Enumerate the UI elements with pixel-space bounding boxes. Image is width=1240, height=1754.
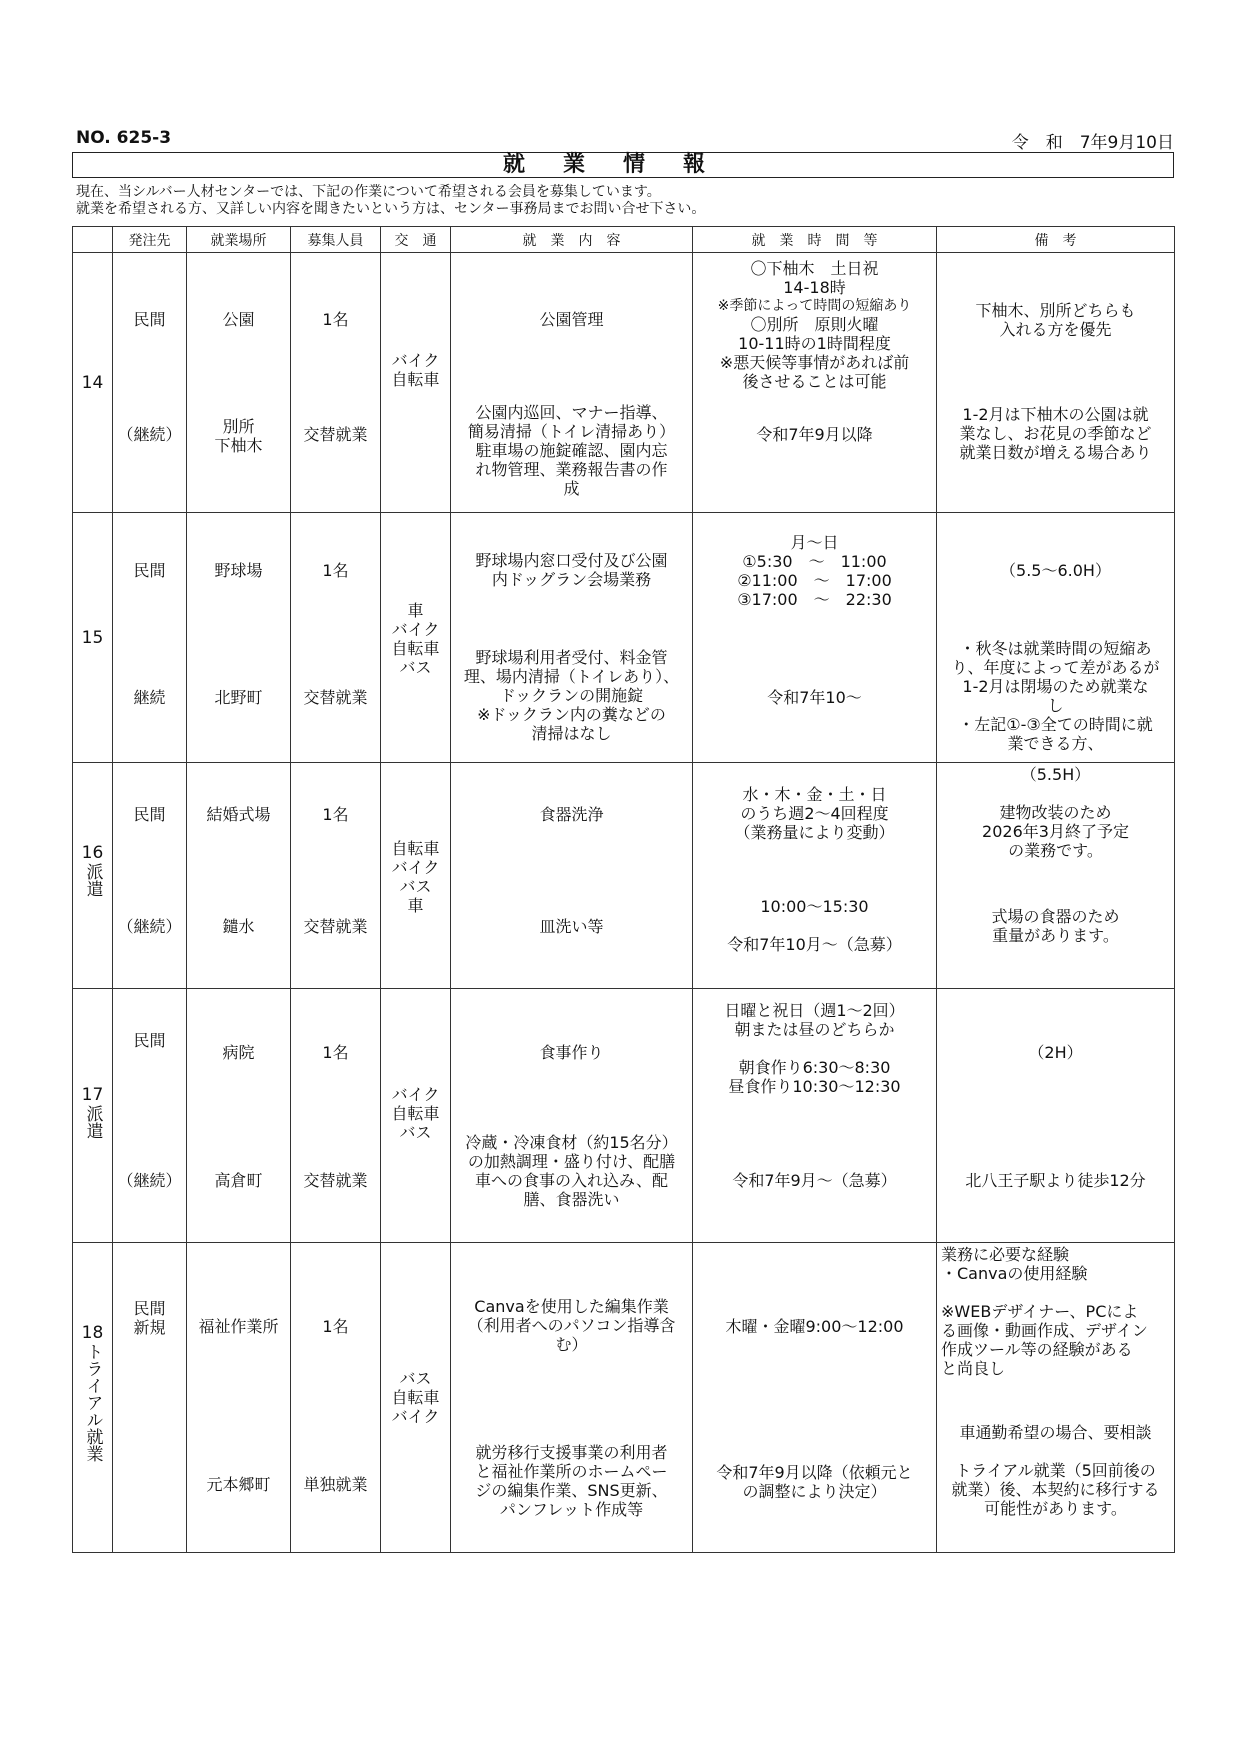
- row-no-cell: [73, 989, 113, 1243]
- transport-cell: [381, 253, 451, 513]
- headcount: 1名: [322, 310, 349, 329]
- transport-cell: [381, 513, 451, 763]
- job-cell: [451, 1243, 693, 1553]
- time-cell: [693, 253, 937, 513]
- time-start: 令和7年10月～（急募）: [727, 935, 902, 954]
- time-schedule: 〇下柚木 土日祝 14-18時: [750, 259, 879, 297]
- intro-line-1: 現在、当シルバー人材センターでは、下記の作業について希望される会員を募集しています。: [76, 184, 661, 200]
- transport-cell: [381, 763, 451, 989]
- place-type: 公園: [222, 310, 255, 329]
- note-cell: [937, 513, 1175, 763]
- note-cell: [937, 1243, 1175, 1553]
- note-cell: [937, 763, 1175, 989]
- job-cell: [451, 253, 693, 513]
- count-cell: [291, 513, 381, 763]
- client-status: 継続: [133, 688, 166, 707]
- time-cell: [693, 513, 937, 763]
- client-cell: [113, 253, 187, 513]
- transport-options: バイク 自転車 バス: [391, 1085, 440, 1142]
- table-row: [73, 989, 1175, 1243]
- job-title: 野球場内窓口受付及び公園 内ドッグラン会場業務: [475, 551, 668, 589]
- client-status: （継続）: [117, 917, 182, 936]
- job-detail: 冷蔵・冷凍食材（約15名分） の加熱調理・盛り付け、配膳 車への食事の入れ込み、配 膳、食器洗い: [465, 1133, 678, 1209]
- note-secondary: 北八王子駅より徒歩12分: [965, 1171, 1146, 1190]
- client-status: （継続）: [117, 1171, 182, 1190]
- place-cell: [187, 763, 291, 989]
- table-row: [73, 253, 1175, 513]
- time-cell: [693, 1243, 937, 1553]
- count-cell: [291, 1243, 381, 1553]
- header-note: 備 考: [937, 227, 1175, 253]
- header-job: 就 業 内 容: [451, 227, 693, 253]
- time-schedule-2: 〇別所 原則火曜 10-11時の1時間程度 ※悪天候等事情があれば前 後させることは可能: [719, 315, 910, 391]
- place-type: 結婚式場: [206, 805, 271, 824]
- job-title: 食事作り: [539, 1043, 604, 1062]
- header-count: 募集人員: [291, 227, 381, 253]
- count-cell: [291, 763, 381, 989]
- transport-options: バス 自転車 バイク: [391, 1369, 440, 1426]
- row-number: 14: [81, 373, 104, 393]
- job-cell: [451, 989, 693, 1243]
- row-no-cell: [73, 513, 113, 763]
- row-no-cell: [73, 1243, 113, 1553]
- time-note: ※季節によって時間の短縮あり: [717, 298, 912, 314]
- place-type: 病院: [222, 1043, 255, 1062]
- client-type: 民間: [133, 805, 166, 824]
- client-cell: [113, 513, 187, 763]
- page-title: 就業情報: [72, 152, 1174, 178]
- transport-cell: [381, 1243, 451, 1553]
- place-type: 福祉作業所: [198, 1317, 279, 1336]
- time-schedule: 月～日 ①5:30 ～ 11:00 ②11:00 ～ 17:00 ③17:00 ～ 22:30: [737, 533, 892, 609]
- table-row: [73, 763, 1175, 989]
- header-place: 就業場所: [187, 227, 291, 253]
- time-start: 令和7年9月～（急募）: [732, 1171, 897, 1190]
- headcount: 1名: [322, 805, 349, 824]
- note-primary: 下柚木、別所どちらも 入れる方を優先: [975, 301, 1136, 339]
- job-detail: 就労移行支援事業の利用者 と福祉作業所のホームペー ジの編集作業、SNS更新、 パンフレット作成等: [475, 1443, 668, 1519]
- client-type: 民間: [133, 561, 166, 580]
- time-schedule: 日曜と祝日（週1～2回） 朝または昼のどちらか 朝食作り6:30～8:30 昼食作り10:30～12:30: [724, 1001, 905, 1096]
- transport-options: 自転車 バイク バス 車: [391, 839, 440, 915]
- table-header-row: [73, 227, 1175, 253]
- row-number: 17: [81, 1085, 104, 1105]
- time-cell: [693, 989, 937, 1243]
- row-number: 18: [81, 1323, 104, 1343]
- job-detail: 皿洗い等: [539, 917, 604, 936]
- row-number: 16: [81, 843, 104, 863]
- place-cell: [187, 989, 291, 1243]
- work-style: 単独就業: [303, 1475, 368, 1494]
- work-style: 交替就業: [303, 917, 368, 936]
- note-primary: （5.5～6.0H）: [1000, 561, 1111, 580]
- job-title: Canvaを使用した編集作業 （利用者へのパソコン指導含 む）: [467, 1297, 676, 1354]
- time-cell: [693, 763, 937, 989]
- note-primary: 業務に必要な経験 ・Canvaの使用経験 ※WEBデザイナー、PCによ る画像・動画作成、デザイン 作成ツール等の経験がある と尚良し: [941, 1245, 1148, 1378]
- time-start: 令和7年9月以降: [756, 425, 873, 444]
- count-cell: [291, 253, 381, 513]
- headcount: 1名: [322, 1317, 349, 1336]
- row-number: 15: [81, 628, 104, 648]
- count-cell: [291, 989, 381, 1243]
- job-cell: [451, 763, 693, 989]
- table-row: [73, 1243, 1175, 1553]
- client-type: 民間 新規: [133, 1299, 166, 1337]
- row-sub-label: トライアル就業: [82, 1343, 103, 1462]
- transport-options: 車 バイク 自転車 バス: [391, 601, 440, 677]
- job-cell: [451, 513, 693, 763]
- work-style: 交替就業: [303, 1171, 368, 1190]
- row-sub-label: 派遣: [82, 863, 103, 897]
- client-cell: [113, 763, 187, 989]
- intro-text: [76, 184, 705, 218]
- place-location: 元本郷町: [206, 1475, 271, 1494]
- time-start: 令和7年10～: [767, 688, 862, 707]
- work-style: 交替就業: [303, 425, 368, 444]
- place-location: 北野町: [214, 688, 263, 707]
- time-start: 令和7年9月以降（依頼元と の調整により決定）: [716, 1463, 913, 1501]
- document-date: 令 和 7年9月10日: [1011, 133, 1174, 153]
- note-cell: [937, 253, 1175, 513]
- header-time: 就 業 時 間 等: [693, 227, 937, 253]
- document-number: NO. 625-3: [76, 128, 172, 148]
- job-table: [72, 226, 1175, 1553]
- job-detail: 野球場利用者受付、料金管 理、場内清掃（トイレあり）、 ドックランの開施錠 ※ドックラン内の糞などの 清掃はなし: [463, 648, 680, 743]
- transport-cell: [381, 989, 451, 1243]
- headcount: 1名: [322, 1043, 349, 1062]
- note-cell: [937, 989, 1175, 1243]
- header-no: [73, 227, 113, 253]
- place-location: 別所 下柚木: [214, 417, 263, 455]
- header-transport: 交 通: [381, 227, 451, 253]
- place-cell: [187, 253, 291, 513]
- time-schedule: 木曜・金曜9:00～12:00: [725, 1317, 904, 1336]
- table-row: [73, 513, 1175, 763]
- client-status: （継続）: [117, 425, 182, 444]
- work-style: 交替就業: [303, 688, 368, 707]
- place-cell: [187, 1243, 291, 1553]
- intro-line-2: 就業を希望される方、又詳しい内容を聞きたいという方は、センター事務局までお問い合せ下さい。: [76, 201, 706, 217]
- time-hours: 10:00～15:30: [760, 897, 869, 916]
- transport-options: バイク 自転車: [391, 351, 440, 389]
- client-type: 民間: [133, 1031, 166, 1050]
- header-client: 発注先: [113, 227, 187, 253]
- note-secondary: 1-2月は下柚木の公園は就 業なし、お花見の季節など 就業日数が増える場合あり: [959, 405, 1152, 462]
- row-sub-label: 派遣: [82, 1105, 103, 1139]
- row-no-cell: [73, 253, 113, 513]
- place-location: 高倉町: [214, 1171, 263, 1190]
- note-primary: （2H）: [1028, 1043, 1083, 1062]
- note-secondary: ・秋冬は就業時間の短縮あ り、年度によって差があるが 1-2月は閉場のため就業な し ・左記①-③全ての時間に就 業できる方、: [951, 639, 1160, 753]
- client-cell: [113, 1243, 187, 1553]
- row-no-cell: [73, 763, 113, 989]
- client-type: 民間: [133, 310, 166, 329]
- note-primary: （5.5H） 建物改装のため 2026年3月終了予定 の業務です。: [982, 765, 1129, 860]
- note-secondary: 式場の食器のため 重量があります。: [991, 907, 1120, 945]
- job-title: 食器洗浄: [539, 805, 604, 824]
- time-schedule: 水・木・金・土・日 のうち週2～4回程度 （業務量により変動）: [734, 785, 895, 842]
- note-secondary: 車通勤希望の場合、要相談 トライアル就業（5回前後の 就業）後、本契約に移行する 可能性があります。: [951, 1423, 1160, 1518]
- headcount: 1名: [322, 561, 349, 580]
- place-cell: [187, 513, 291, 763]
- place-type: 野球場: [214, 561, 263, 580]
- job-title: 公園管理: [539, 310, 604, 329]
- job-detail: 公園内巡回、マナー指導、 簡易清掃（トイレ清掃あり） 駐車場の施錠確認、園内忘 れ物管理、業務報告書の作 成: [467, 403, 676, 498]
- place-location: 鑓水: [222, 917, 255, 936]
- client-cell: [113, 989, 187, 1243]
